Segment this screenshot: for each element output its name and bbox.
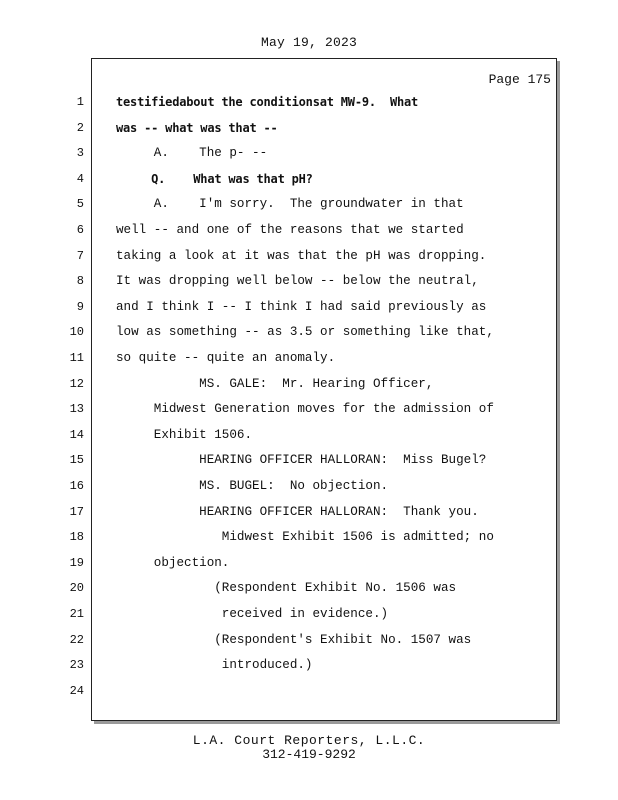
- transcript-line: Q. What was that pH?: [116, 172, 313, 186]
- transcript-line: low as something -- as 3.5 or something like that,: [116, 325, 494, 339]
- footer-phone: 312-419-9292: [262, 747, 356, 762]
- transcript-line: and I think I -- I think I had said previously as: [116, 300, 487, 314]
- line-number: 16: [69, 479, 84, 493]
- line-number: 5: [76, 197, 84, 211]
- transcript-line: A. The p- --: [116, 146, 268, 160]
- line-number: 12: [69, 377, 84, 391]
- line-number: 11: [69, 351, 84, 365]
- transcript-line: was -- what was that --: [116, 121, 278, 135]
- line-number: 24: [69, 684, 84, 698]
- transcript-line: HEARING OFFICER HALLORAN: Miss Bugel?: [116, 453, 487, 467]
- transcript-line: taking a look at it was that the pH was dropping.: [116, 249, 487, 263]
- transcript-line: MS. BUGEL: No objection.: [116, 479, 389, 493]
- transcript-line: It was dropping well below -- below the neutral,: [116, 274, 479, 288]
- line-number: 18: [69, 530, 84, 544]
- transcript-line: introduced.): [116, 658, 313, 672]
- line-number: 22: [69, 633, 84, 647]
- transcript-line: Midwest Generation moves for the admission of: [116, 402, 494, 416]
- line-number: 6: [76, 223, 84, 237]
- line-number: 4: [76, 172, 84, 186]
- page-number: Page 175: [488, 72, 551, 87]
- transcript-line: testifiedabout the conditionsat MW-9. What: [116, 95, 419, 109]
- line-number: 9: [76, 300, 84, 314]
- line-number: 17: [69, 505, 84, 519]
- header-date: May 19, 2023: [260, 35, 357, 50]
- transcript-line: (Respondent's Exhibit No. 1507 was: [116, 633, 472, 647]
- transcript-line: MS. GALE: Mr. Hearing Officer,: [116, 377, 434, 391]
- transcript-line: (Respondent Exhibit No. 1506 was: [116, 581, 457, 595]
- line-number: 13: [69, 402, 84, 416]
- transcript-line: Exhibit 1506.: [116, 428, 253, 442]
- transcript-line: well -- and one of the reasons that we started: [116, 223, 464, 237]
- line-number: 14: [69, 428, 84, 442]
- line-number: 15: [69, 453, 84, 467]
- transcript-line: A. I'm sorry. The groundwater in that: [116, 197, 464, 211]
- transcript-line: so quite -- quite an anomaly.: [116, 351, 336, 365]
- transcript-line: HEARING OFFICER HALLORAN: Thank you.: [116, 505, 479, 519]
- line-number: 10: [69, 325, 84, 339]
- footer-company: L.A. Court Reporters, L.L.C.: [192, 733, 426, 748]
- line-number: 20: [69, 581, 84, 595]
- line-number: 3: [76, 146, 84, 160]
- line-number: 8: [76, 274, 84, 288]
- line-number: 23: [69, 658, 84, 672]
- transcript-line: objection.: [116, 556, 230, 570]
- line-number: 19: [69, 556, 84, 570]
- transcript-line: received in evidence.): [116, 607, 389, 621]
- line-number: 1: [76, 95, 84, 109]
- line-number: 21: [69, 607, 84, 621]
- transcript-line: Midwest Exhibit 1506 is admitted; no: [116, 530, 494, 544]
- line-number: 2: [76, 121, 84, 135]
- line-number: 7: [76, 249, 84, 263]
